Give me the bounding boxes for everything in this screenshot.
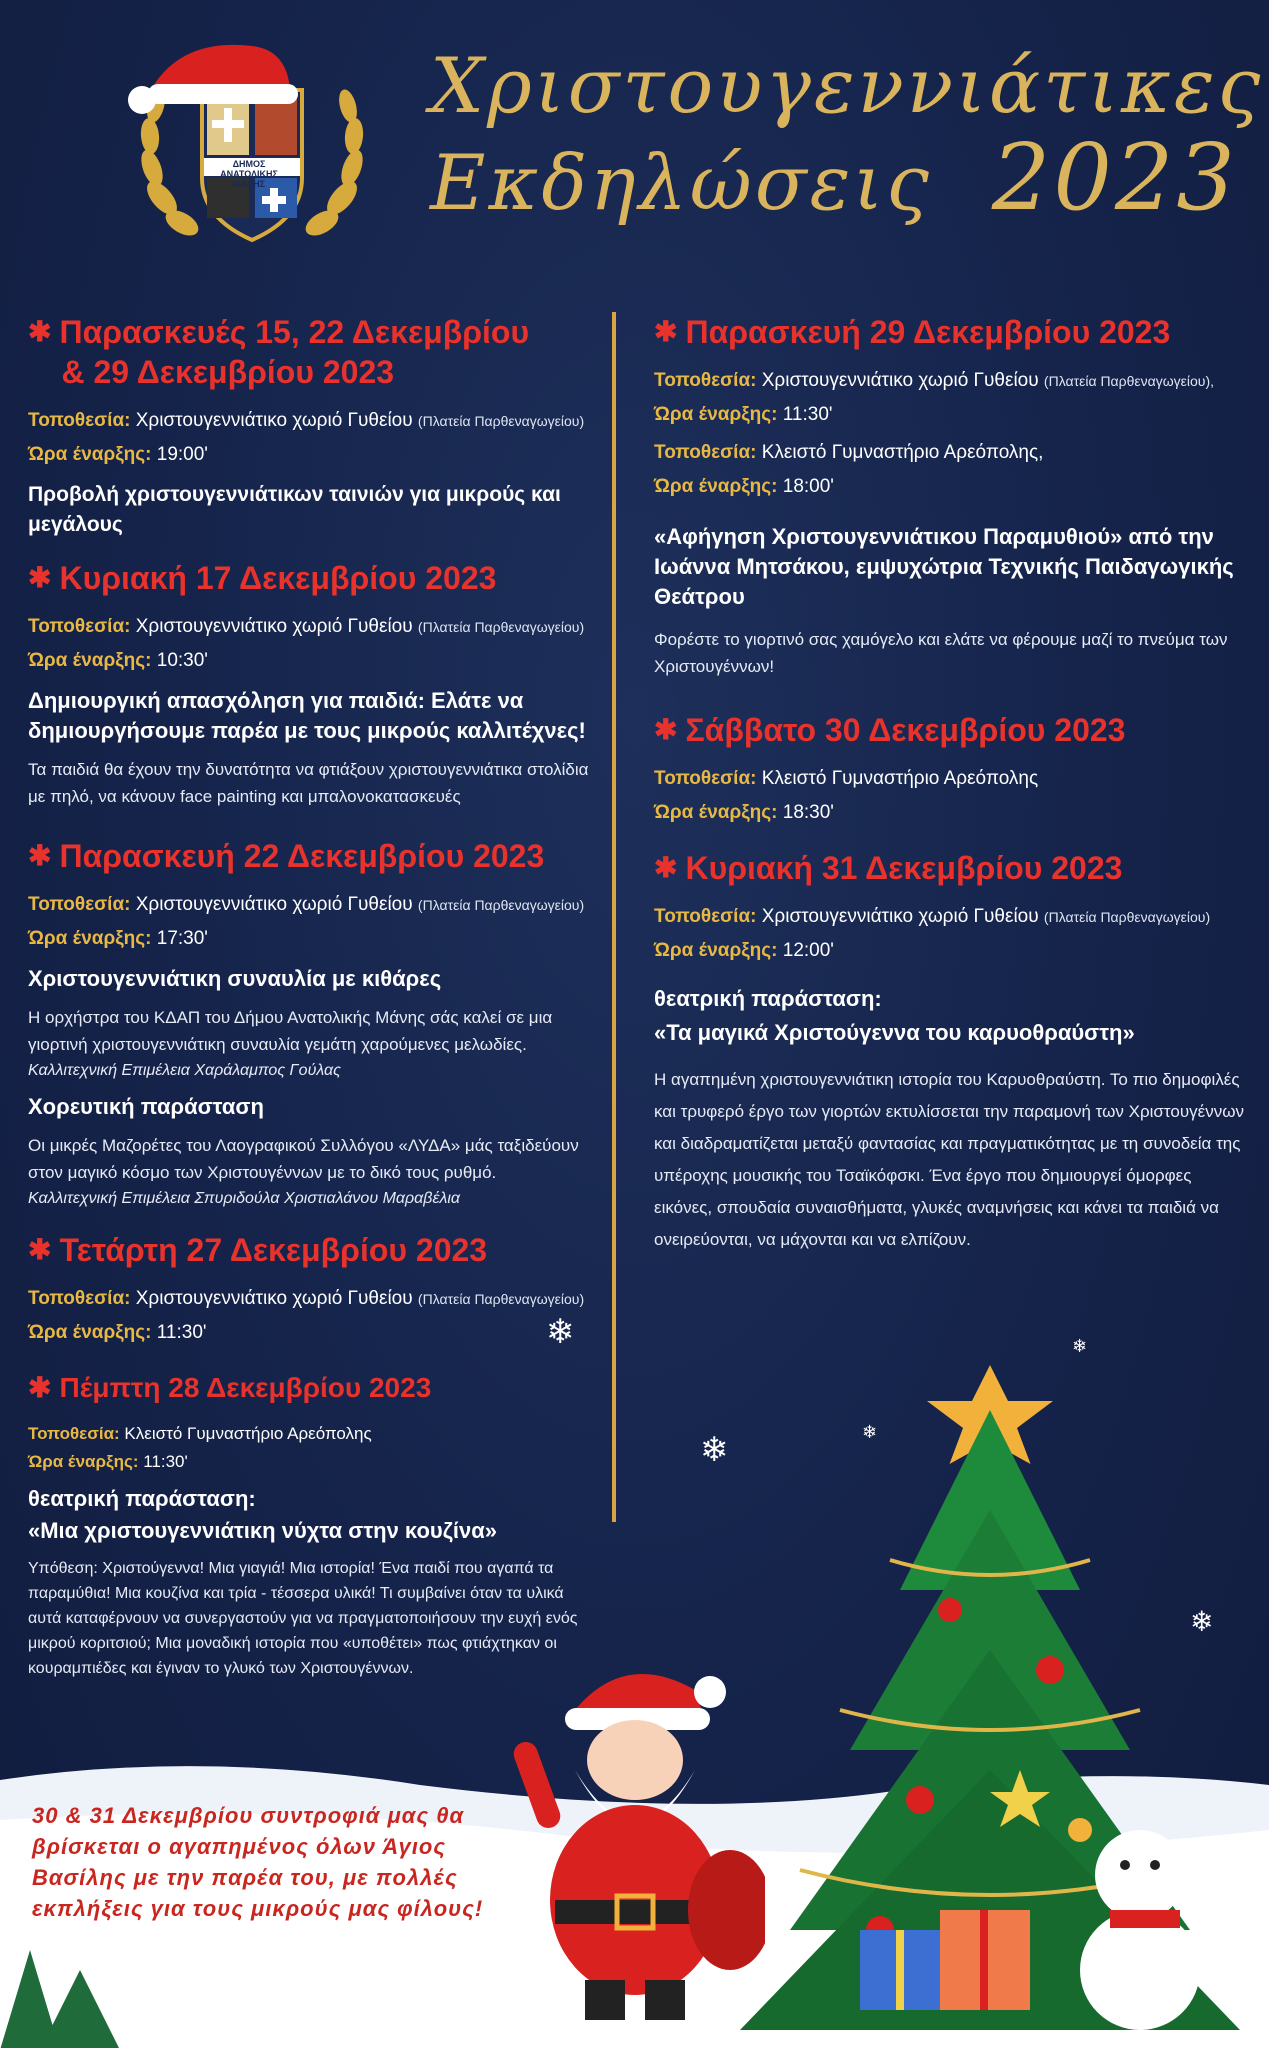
star-icon: ✱: [654, 852, 678, 883]
event-sunday-17: [28, 558, 593, 810]
event-heading: Χριστουγεννιάτικη συναυλία με κιθάρες: [28, 966, 442, 991]
event-wednesday-27: [28, 1230, 593, 1350]
time-label: Ώρα έναρξης:: [654, 940, 778, 961]
time-label: Ώρα έναρξης:: [28, 650, 152, 671]
left-column: [28, 312, 593, 1699]
event-heading: θεατρική παράσταση:: [28, 1486, 256, 1511]
location-row: [654, 900, 1254, 934]
star-icon: ✱: [28, 840, 52, 871]
event-date: [654, 312, 1254, 352]
event-description-2: Οι μικρές Μαζορέτες του Λαογραφικού Συλλόγου «ΛΥΔΑ» μάς ταξιδεύουν στον μαγικό κόσμο των Χριστουγέννων με το δικό τους ρυθμό.: [28, 1136, 579, 1182]
location-value: Χριστουγεννιάτικο χωριό Γυθείου: [135, 894, 413, 915]
time-row: [654, 934, 1254, 968]
location-note: (Πλατεία Παρθεναγωγείου): [417, 619, 585, 635]
time-row: [28, 1448, 593, 1476]
snowflake-icon: ❄: [1190, 1606, 1214, 1637]
location-value: Χριστουγεννιάτικο χωριό Γυθείου: [135, 1288, 413, 1309]
time-value: 18:00': [782, 476, 834, 497]
event-credit: Καλλιτεχνική Επιμέλεια Χαράλαμπος Γούλας: [28, 1062, 341, 1079]
event-heading: Προβολή χριστουγεννιάτικων ταινιών για μικρούς και μεγάλους: [28, 483, 561, 536]
time-value: 12:00': [782, 940, 834, 961]
event-date-text: Τετάρτη 27 Δεκεμβρίου 2023: [59, 1232, 488, 1268]
star-icon: ✱: [28, 562, 52, 593]
event-heading: θεατρική παράσταση:: [654, 986, 882, 1011]
santa-announcement: 30 & 31 Δεκεμβρίου συντροφιά μας θα βρίσκεται ο αγαπημένος όλων Άγιος Βασίλης με την παρέα του, με πολλές εκπλήξεις για τους μικρούς μας φίλους!: [32, 1803, 484, 1921]
location-label: Τοποθεσία:: [654, 768, 757, 789]
time-row: [28, 644, 593, 678]
event-date-text: Παρασκευή 22 Δεκεμβρίου 2023: [59, 838, 545, 874]
event-friday-22: [28, 836, 593, 1212]
location-row: [28, 1420, 593, 1448]
event-credit-2: Καλλιτεχνική Επιμέλεια Σπυριδούλα Χριστιαλάνου Μαραβέλια: [28, 1190, 461, 1207]
location-note: (Πλατεία Παρθεναγωγείου): [1043, 909, 1211, 925]
title-line-1: Χριστουγεννιάτικες: [430, 41, 1264, 130]
location-row: [28, 1282, 593, 1316]
location-value: Χριστουγεννιάτικο χωριό Γυθείου: [135, 410, 413, 431]
location-value: Χριστουγεννιάτικο χωριό Γυθείου: [135, 616, 413, 637]
location-label: Τοποθεσία:: [28, 410, 131, 431]
location-label: Τοποθεσία:: [28, 1424, 120, 1443]
star-icon: ✱: [28, 316, 52, 347]
time-label: Ώρα έναρξης:: [28, 1452, 139, 1471]
location-value: Κλειστό Γυμναστήριο Αρεόπολης,: [761, 442, 1044, 463]
event-description: Η αγαπημένη χριστουγεννιάτικη ιστορία του Καρυοθραύστη. Το πιο δημοφιλές και τρυφερό έργο των γιορτών εκτυλίσσεται την παραμονή των Χριστουγέννων και διαδραματίζεται μεταξύ φαντασίας και πραγματικότητας με τη συνοδεία της υπέροχης μουσικής του Τσαϊκόφσκι. Ένα έργο που δημιουργεί όμορφες εικόνες, σπουδαία συναισθήματα, γλυκές αναμνήσεις και κάνει τα παιδιά να ονειρεύονται, να μάχονται και να ελπίζουν.: [654, 1070, 1244, 1249]
location-note: (Πλατεία Παρθεναγωγείου): [417, 413, 585, 429]
location-value: Κλειστό Γυμναστήριο Αρεόπολης: [124, 1424, 372, 1443]
event-date-text: Πέμπτη 28 Δεκεμβρίου 2023: [59, 1372, 432, 1403]
municipality-logo: [112, 28, 392, 258]
star-icon: ✱: [28, 1372, 52, 1403]
event-date-line-2: & 29 Δεκεμβρίου 2023: [61, 354, 395, 390]
location-label: Τοποθεσία:: [654, 370, 757, 391]
time-value: 11:30': [156, 1322, 207, 1343]
time-value: 11:30': [143, 1452, 188, 1471]
event-date: [28, 836, 593, 876]
location-label: Τοποθεσία:: [654, 906, 757, 927]
time-label: Ώρα έναρξης:: [654, 476, 778, 497]
event-date-text: Κυριακή 31 Δεκεμβρίου 2023: [685, 850, 1123, 886]
location-label: Τοποθεσία:: [28, 1288, 131, 1309]
location-label: Τοποθεσία:: [654, 442, 757, 463]
event-heading-2: Χορευτική παράσταση: [28, 1094, 264, 1119]
snowflake-icon: ❄: [862, 1422, 878, 1442]
location-note: (Πλατεία Παρθεναγωγείου): [417, 897, 585, 913]
event-date: [28, 558, 593, 598]
event-fridays: [28, 312, 593, 540]
event-thursday-28: [28, 1368, 593, 1681]
title-events-word: Εκδηλώσεις: [430, 138, 932, 227]
time-row: [28, 1316, 593, 1350]
location-row: [654, 762, 1254, 796]
event-date: [28, 1230, 593, 1270]
location-row-2: [654, 436, 1254, 470]
santa-claus: [505, 1650, 765, 2030]
event-heading-2: «Τα μαγικά Χριστούγεννα του καρυοθραύστη»: [654, 1020, 1135, 1045]
time-label: Ώρα έναρξης:: [28, 928, 152, 949]
time-value: 17:30': [156, 928, 208, 949]
time-value: 19:00': [156, 444, 208, 465]
time-value: 11:30': [782, 404, 833, 425]
event-date: [654, 848, 1254, 888]
event-date: [28, 1368, 593, 1408]
time-value: 18:30': [782, 802, 834, 823]
time-row: [28, 438, 593, 472]
time-label: Ώρα έναρξης:: [28, 1322, 152, 1343]
event-description: Υπόθεση: Χριστούγεννα! Μια γιαγιά! Μια ιστορία! Ένα παιδί που αγαπά τα παραμύθια! Μια κουζίνα και τρία - τέσσερα υλικά! Τι συμβαίνει όταν τα υλικά αυτά καταφέρνουν να συνεργαστούν για να πραγματοποιήσουν την ευχή ενός μικρού κοριτσιού; Μια μοναδική ιστορία που «υποθέτει» πως φτιάχτηκαν οι κουραμπιέδες και έγιναν το γλυκό των Χριστουγέννων.: [28, 1560, 578, 1677]
location-note: (Πλατεία Παρθεναγωγείου),: [1043, 373, 1215, 389]
location-note: (Πλατεία Παρθεναγωγείου): [417, 1291, 585, 1307]
event-date: [28, 312, 593, 392]
page-title: [430, 40, 1264, 231]
title-year: 2023: [991, 124, 1238, 231]
star-icon: ✱: [28, 1234, 52, 1265]
event-heading-2: «Μια χριστουγεννιάτικη νύχτα στην κουζίνα»: [28, 1518, 497, 1543]
event-sunday-31: [654, 848, 1254, 1256]
time-row-2: [654, 470, 1254, 504]
time-label: Ώρα έναρξης:: [654, 802, 778, 823]
logo-text: ΔΗΜΟΣ ΑΝΑΤΟΛΙΚΗΣ ΜΑΝΗΣ: [220, 159, 278, 189]
time-label: Ώρα έναρξης:: [654, 404, 778, 425]
event-saturday-30: [654, 710, 1254, 830]
location-label: Τοποθεσία:: [28, 894, 131, 915]
christmas-tree: [720, 1330, 1240, 2048]
location-row: [654, 364, 1254, 398]
event-description: Φορέστε το γιορτινό σας χαμόγελο και ελάτε να φέρουμε μαζί το πνεύμα των Χριστουγέννων!: [654, 630, 1228, 676]
event-heading: Δημιουργική απασχόληση για παιδιά: Ελάτε να δημιουργήσουμε παρέα με τους μικρούς καλλιτέχνες!: [28, 688, 586, 743]
time-value: 10:30': [156, 650, 208, 671]
location-row: [28, 610, 593, 644]
time-row: [654, 398, 1254, 432]
event-heading: «Αφήγηση Χριστουγεννιάτικου Παραμυθιού» από την Ιωάννα Μητσάκου, εμψυχώτρια Τεχνικής Παιδαγωγικής Θεάτρου: [654, 524, 1234, 609]
star-icon: ✱: [654, 316, 678, 347]
event-date-line-1: Παρασκευές 15, 22 Δεκεμβρίου: [59, 314, 530, 350]
event-description: Τα παιδιά θα έχουν την δυνατότητα να φτιάξουν χριστουγεννιάτικα στολίδια με πηλό, να κάνουν face painting και μπαλονοκατασκευές: [28, 760, 589, 806]
location-label: Τοποθεσία:: [28, 616, 131, 637]
time-row: [28, 922, 593, 956]
location-row: [28, 404, 593, 438]
event-date-text: Κυριακή 17 Δεκεμβρίου 2023: [59, 560, 497, 596]
time-row: [654, 796, 1254, 830]
event-date-text: Παρασκευή 29 Δεκεμβρίου 2023: [685, 314, 1171, 350]
column-divider: [612, 312, 616, 1522]
time-label: Ώρα έναρξης:: [28, 444, 152, 465]
event-date: [654, 710, 1254, 750]
star-icon: ✱: [654, 714, 678, 745]
snowflake-icon: ❄: [700, 1431, 729, 1469]
right-column: [654, 312, 1254, 1274]
event-friday-29: [654, 312, 1254, 680]
title-line-2: [430, 124, 1250, 231]
location-row: [28, 888, 593, 922]
location-value: Χριστουγεννιάτικο χωριό Γυθείου: [761, 906, 1039, 927]
snowflake-icon: ❄: [546, 1313, 575, 1351]
event-date-text: Σάββατο 30 Δεκεμβρίου 2023: [685, 712, 1126, 748]
location-value: Κλειστό Γυμναστήριο Αρεόπολης: [761, 768, 1039, 789]
snowflake-icon: ❄: [1072, 1336, 1088, 1356]
event-description: Η ορχήστρα του ΚΔΑΠ του Δήμου Ανατολικής Μάνης σάς καλεί σε μια γιορτινή χριστουγεννιάτικη συναυλία γεμάτη χαρούμενες μελωδίες.: [28, 1008, 553, 1054]
location-value: Χριστουγεννιάτικο χωριό Γυθείου: [761, 370, 1039, 391]
